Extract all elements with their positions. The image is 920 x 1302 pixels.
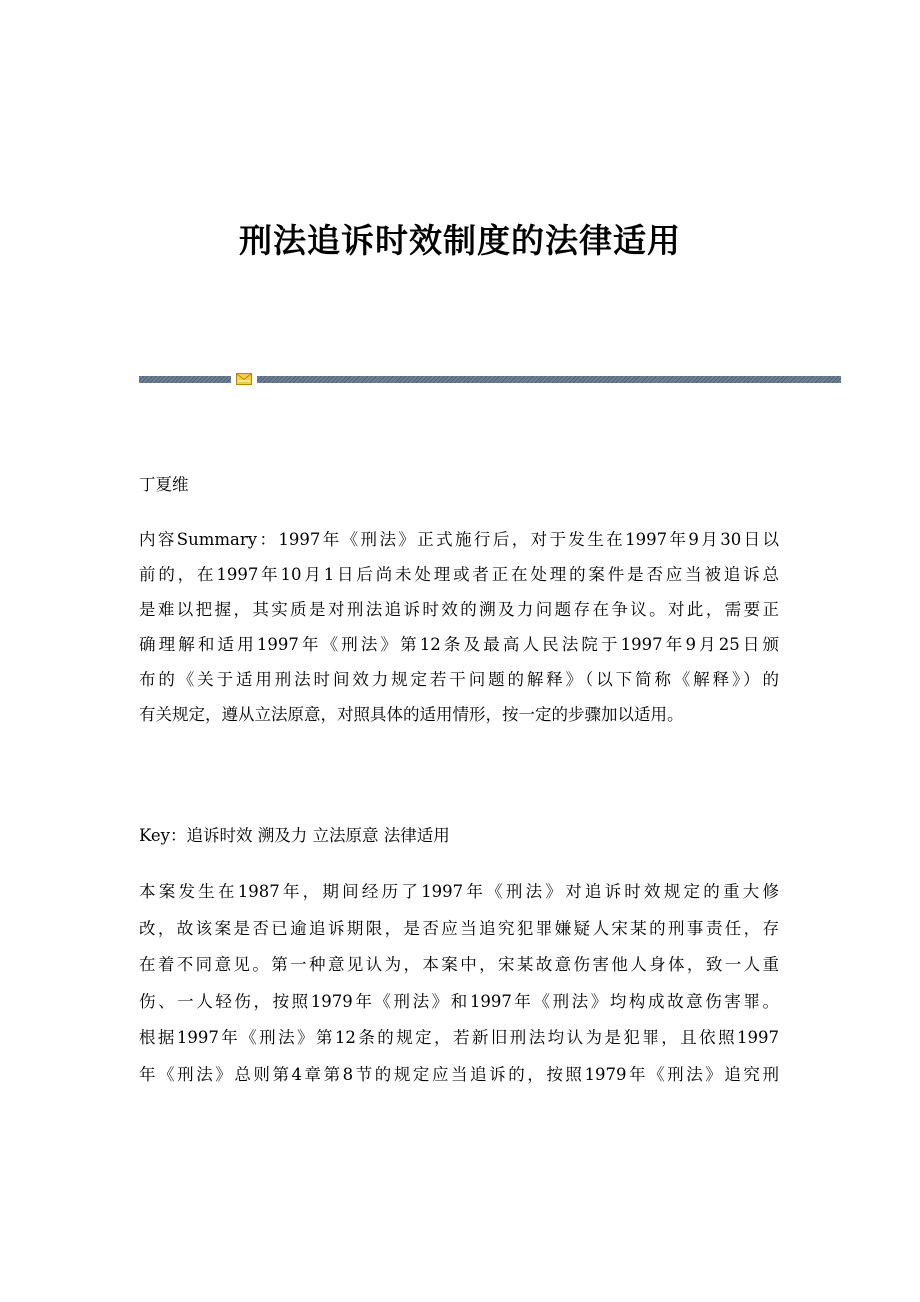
body-line: 在着不同意见。第一种意见认为，本案中，宋某故意伤害他人身体，致一人重: [139, 955, 779, 974]
keywords-line: Key：追诉时效 溯及力 立法原意 法律适用: [139, 826, 450, 845]
author-name: 丁夏维: [139, 475, 189, 494]
body-line: 改，故该案是否已逾追诉期限，是否应当追究犯罪嫌疑人宋某的刑事责任，存: [139, 918, 779, 938]
body-line: 根据1997年《刑法》第12条的规定，若新旧刑法均认为是犯罪，且依照1997: [139, 1028, 779, 1047]
abstract-line: 有关规定，遵从立法原意，对照具体的适用情形，按一定的步骤加以适用。: [139, 705, 684, 724]
abstract-paragraph: [139, 522, 779, 732]
body-line: 伤、一人轻伤，按照1979年《刑法》和1997年《刑法》均构成故意伤害罪。: [139, 991, 779, 1011]
abstract-line: 布的《关于适用刑法时间效力规定若干问题的解释》（以下简称《解释》）的: [139, 670, 779, 689]
body-line: 年《刑法》总则第4章第8节的规定应当追诉的，按照1979年《刑法》追究刑: [139, 1064, 779, 1084]
title-divider: [139, 373, 841, 385]
divider-bar-left: [139, 376, 231, 383]
abstract-line: 内容Summary：1997年《刑法》正式施行后，对于发生在1997年9月30日以: [139, 530, 779, 549]
document-title: 刑法追诉时效制度的法律适用: [239, 221, 681, 260]
abstract-line: 前的，在1997年10月1日后尚未处理或者正在处理的案件是否应当被追诉总: [139, 565, 779, 584]
envelope-icon: [236, 373, 252, 385]
abstract-line: 确理解和适用1997年《刑法》第12条及最高人民法院于1997年9月25日颁: [139, 635, 779, 654]
body-paragraph: [139, 874, 779, 1093]
abstract-line: 是难以把握，其实质是对刑法追诉时效的溯及力问题存在争议。对此，需要正: [139, 600, 779, 619]
divider-bar-right: [257, 376, 841, 383]
body-line: 本案发生在1987年，期间经历了1997年《刑法》对追诉时效规定的重大修: [139, 882, 779, 901]
